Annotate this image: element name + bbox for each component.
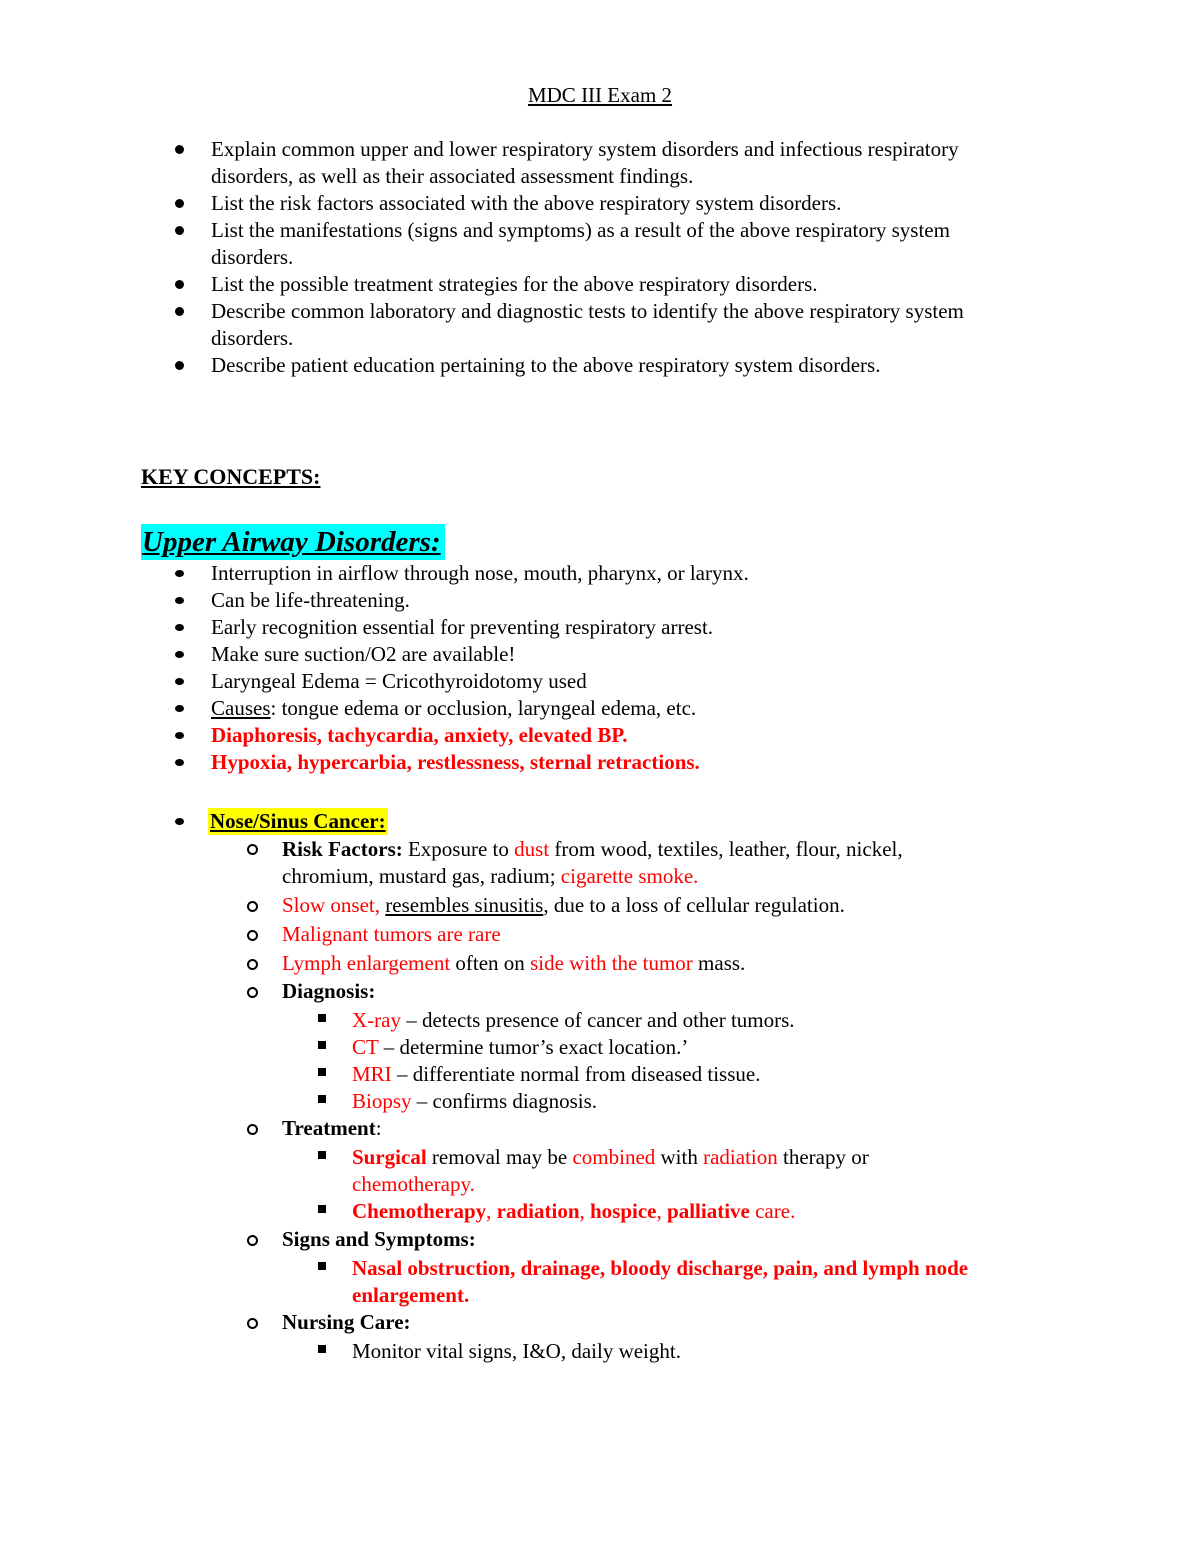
- objective-item-cont: disorders.: [211, 245, 294, 269]
- combined-text: combined: [572, 1145, 656, 1169]
- objective-item-cont: disorders.: [211, 326, 294, 350]
- list-item: Laryngeal Edema = Cricothyroidotomy used: [211, 669, 587, 693]
- bullet-icon: [175, 818, 184, 825]
- text: often on: [450, 951, 531, 975]
- text: , due to a loss of cellular regulation.: [543, 893, 845, 917]
- list-item: Make sure suction/O2 are available!: [211, 642, 516, 666]
- text: with: [655, 1145, 704, 1169]
- slow-onset-text: Slow onset,: [282, 893, 386, 917]
- risk-factors-label: Risk Factors:: [282, 837, 403, 861]
- objective-item: List the risk factors associated with the above respiratory system disorders.: [211, 191, 842, 215]
- square-bullet-icon: [318, 1014, 326, 1022]
- hospice-text: hospice: [590, 1199, 657, 1223]
- square-bullet-icon: [318, 1205, 326, 1213]
- list-item: Diaphoresis, tachycardia, anxiety, elevated BP.: [211, 723, 628, 747]
- mri-text: MRI: [352, 1062, 392, 1086]
- dust-text: dust: [514, 837, 550, 861]
- text: mass.: [692, 951, 746, 975]
- bullet-icon: [175, 678, 184, 685]
- circle-bullet-icon: [247, 1124, 258, 1135]
- palliative-text: palliative: [667, 1199, 750, 1223]
- bullet-icon: [175, 361, 184, 370]
- square-bullet-icon: [318, 1041, 326, 1049]
- page-title: MDC III Exam 2: [527, 83, 673, 107]
- resembles-text: resembles sinusitis: [385, 893, 544, 917]
- circle-bullet-icon: [247, 930, 258, 941]
- square-bullet-icon: [318, 1151, 326, 1159]
- objective-item: Explain common upper and lower respiratory system disorders and infectious respiratory: [211, 137, 959, 161]
- treatment-label: Treatment: [282, 1116, 376, 1140]
- nursing-care-item: Monitor vital signs, I&O, daily weight.: [352, 1339, 681, 1363]
- text: ,: [579, 1199, 590, 1223]
- bullet-icon: [175, 732, 184, 739]
- text: from wood, textiles, leather, flour, nickel,: [549, 837, 903, 861]
- bullet-icon: [175, 307, 184, 316]
- biopsy-text: Biopsy: [352, 1089, 412, 1113]
- text: – differentiate normal from diseased tissue.: [391, 1062, 761, 1086]
- bullet-icon: [175, 624, 184, 631]
- risk-factors-item-cont: [282, 863, 698, 890]
- ct-text: CT: [352, 1035, 379, 1059]
- circle-bullet-icon: [247, 987, 258, 998]
- square-bullet-icon: [318, 1095, 326, 1103]
- text: Exposure to: [402, 837, 515, 861]
- malignant-item: Malignant tumors are rare: [282, 922, 501, 946]
- text: removal may be: [426, 1145, 573, 1169]
- surgical-text: Surgical: [352, 1145, 427, 1169]
- circle-bullet-icon: [247, 1235, 258, 1246]
- radiation-text: radiation: [703, 1145, 778, 1169]
- signs-symptoms-item-cont: enlargement.: [352, 1283, 470, 1307]
- slow-onset-item: [282, 892, 845, 919]
- side-tumor-text: side with the tumor: [530, 951, 693, 975]
- list-item: Can be life-threatening.: [211, 588, 410, 612]
- objective-item: Describe patient education pertaining to the above respiratory system disorders.: [211, 353, 881, 377]
- diagnosis-item: [352, 1034, 688, 1061]
- objective-item: List the manifestations (signs and symptoms) as a result of the above respiratory system: [211, 218, 950, 242]
- square-bullet-icon: [318, 1262, 326, 1270]
- signs-symptoms-label: Signs and Symptoms:: [282, 1227, 476, 1251]
- list-item: [211, 695, 696, 722]
- bullet-icon: [175, 570, 184, 577]
- smoke-text: cigarette smoke.: [560, 864, 699, 888]
- treatment-item: [352, 1198, 795, 1225]
- treatment-item-cont: chemotherapy.: [352, 1172, 475, 1196]
- diagnosis-label: Diagnosis:: [282, 979, 376, 1003]
- list-item: Interruption in airflow through nose, mouth, pharynx, or larynx.: [211, 561, 749, 585]
- nose-sinus-heading: Nose/Sinus Cancer:: [210, 809, 386, 833]
- list-item: Early recognition essential for preventing respiratory arrest.: [211, 615, 714, 639]
- text: – determine tumor’s exact location.’: [378, 1035, 689, 1059]
- lymph-item: [282, 950, 745, 977]
- upper-airway-heading: Upper Airway Disorders:: [141, 524, 445, 560]
- circle-bullet-icon: [247, 901, 258, 912]
- text: care.: [749, 1199, 796, 1223]
- bullet-icon: [175, 199, 184, 208]
- text: chromium, mustard gas, radium;: [282, 864, 561, 888]
- bullet-icon: [175, 651, 184, 658]
- objective-item: Describe common laboratory and diagnostic tests to identify the above respiratory system: [211, 299, 964, 323]
- radiation-text: radiation: [496, 1199, 580, 1223]
- chemotherapy-text: Chemotherapy: [352, 1199, 487, 1223]
- bullet-icon: [175, 759, 184, 766]
- square-bullet-icon: [318, 1068, 326, 1076]
- objective-item-cont: disorders, as well as their associated assessment findings.: [211, 164, 694, 188]
- bullet-icon: [175, 597, 184, 604]
- text: – confirms diagnosis.: [411, 1089, 597, 1113]
- lymph-text: Lymph enlargement: [282, 951, 451, 975]
- circle-bullet-icon: [247, 844, 258, 855]
- bullet-icon: [175, 280, 184, 289]
- treatment-label-line: [282, 1115, 382, 1142]
- diagnosis-item: [352, 1061, 760, 1088]
- diagnosis-item: [352, 1088, 597, 1115]
- bullet-icon: [175, 226, 184, 235]
- key-concepts-heading: KEY CONCEPTS:: [141, 464, 321, 489]
- list-item: Hypoxia, hypercarbia, restlessness, sternal retractions.: [211, 750, 700, 774]
- circle-bullet-icon: [247, 959, 258, 970]
- text: therapy or: [777, 1145, 869, 1169]
- signs-symptoms-item: Nasal obstruction, drainage, bloody discharge, pain, and lymph node: [352, 1256, 969, 1280]
- bullet-icon: [175, 705, 184, 712]
- text: ,: [486, 1199, 497, 1223]
- treatment-item: [352, 1144, 869, 1171]
- risk-factors-item: [282, 836, 903, 863]
- xray-text: X-ray: [352, 1008, 401, 1032]
- text: :: [375, 1116, 382, 1140]
- bullet-icon: [175, 145, 184, 154]
- square-bullet-icon: [318, 1345, 326, 1353]
- diagnosis-item: [352, 1007, 795, 1034]
- text: – detects presence of cancer and other tumors.: [400, 1008, 795, 1032]
- causes-text: : tongue edema or occlusion, laryngeal edema, etc.: [270, 696, 697, 720]
- nursing-care-label: Nursing Care:: [282, 1310, 411, 1334]
- circle-bullet-icon: [247, 1318, 258, 1329]
- causes-label: Causes: [211, 696, 271, 720]
- objective-item: List the possible treatment strategies for the above respiratory disorders.: [211, 272, 818, 296]
- text: ,: [656, 1199, 668, 1223]
